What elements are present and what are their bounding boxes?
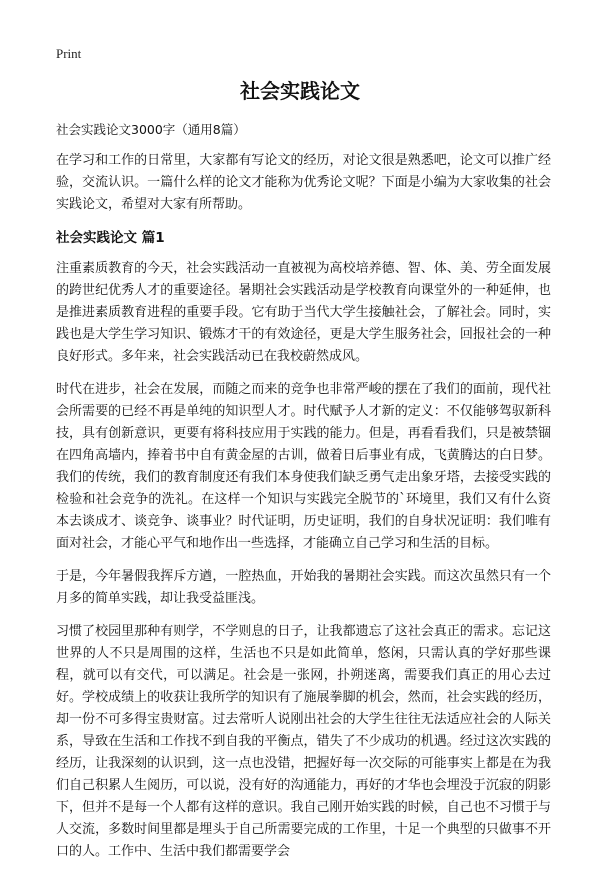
page-title: 社会实践论文 [240,79,360,103]
intro-paragraph: 在学习和工作的日常里，大家都有写论文的经历，对论文很是熟悉吧，论文可以推广经验，交流认识。一篇什么样的论文才能称为优秀论文呢？下面是小编为大家收集的社会实践论文，希望对大家有所帮助。 [56,153,551,212]
print-link[interactable]: Print [56,46,82,61]
body-paragraph: 时代在进步，社会在发展，而随之而来的竞争也非常严峻的摆在了我们的面前，现代社会所需要的已经不再是单纯的知识型人才。时代赋予人才新的定义：不仅能够驾驭新科技，具有创新意识，更要有将科技应用于实践的能力。但是，再看看我们，只是被禁锢在四角高墙内，捧着书中自有黄金屋的古训，做着日后事业有成，飞黄腾达的白日梦。我们的传统，我们的教育制度还有我们本身使我们缺乏勇气走出象牙塔，去接受实践的检验和社会竞争的洗礼。在这样一个知识与实践完全脱节的`环境里，我们又有什么资本去谈成才、谈竞争、谈事业？时代证明，历史证明，我们的自身状况证明：我们唯有面对社会，才能心平气和地作出一些选择，才能确立自己学习和生活的目标。 [56,382,551,551]
article-body [56,150,551,874]
document-subtitle: 社会实践论文3000字（通用8篇） [56,122,246,137]
body-paragraph: 于是，今年暑假我挥斥方遒，一腔热血，开始我的暑期社会实践。而这次虽然只有一个月多的简单实践，却让我受益匪浅。 [56,569,551,606]
body-paragraph: 注重素质教育的今天，社会实践活动一直被视为高校培养德、智、体、美、劳全面发展的跨世纪优秀人才的重要途径。暑期社会实践活动是学校教育向课堂外的一种延伸，也是推进素质教育进程的重要手段。它有助于当代大学生接触社会，了解社会。同时，实践也是大学生学习知识、锻炼才干的有效途径，更是大学生服务社会，回报社会的一种良好形式。多年来，社会实践活动已在我校蔚然成风。 [56,261,551,364]
section-heading: 社会实践论文 篇1 [56,230,165,246]
body-paragraph: 习惯了校园里那种有则学，不学则息的日子，让我都遗忘了这社会真正的需求。忘记这世界的人不只是周围的这样，生活也不只是如此简单，悠闲，只需认真的学好那些课程，就可以有交代，可以满足。社会是一张网，扑朔迷离，需要我们真正的用心去过好。学校成绩上的收获让我所学的知识有了施展拳脚的机会，然而，社会实践的经历，却一份不可多得宝贵财富。过去常听人说刚出社会的大学生往往无法适应社会的人际关系，导致在生活和工作找不到自我的平衡点，错失了不少成功的机遇。经过这次实践的经历，让我深刻的认识到，这一点也没错，把握好每一次交际的可能事实上都是在为我们自己积累人生阅历，可以说，没有好的沟通能力，再好的才华也会埋没于沉寂的阴影下，但并不是每一个人都有这样的意识。我自己刚开始实践的时候，自己也不习惯于与人交流，多数时间里都是埋头于自己所需要完成的工作里，十足一个典型的只做事不开口的人。工作中、生活中我们都需要学会 [56,624,551,859]
